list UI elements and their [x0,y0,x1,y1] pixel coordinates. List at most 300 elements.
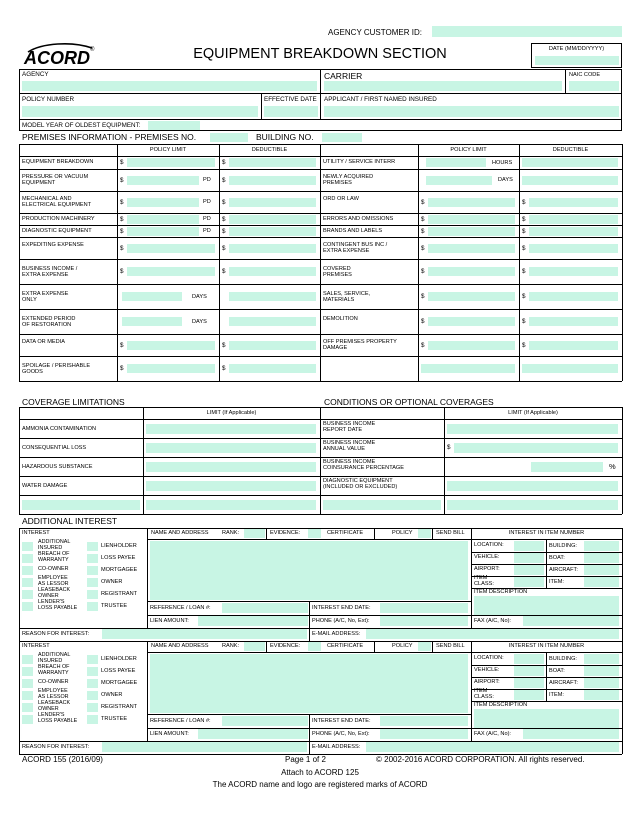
interest-type2-checkbox-1-0[interactable] [87,655,98,664]
evidence-label-0: EVIDENCE: [270,530,301,536]
premises-right-label-4: BRANDS AND LABELS [323,227,383,234]
premises-right-label-8: DEMOLITION [323,315,358,322]
dollar-sign: $ [120,341,124,349]
agency-customer-id-label: AGENCY CUSTOMER ID: [328,28,422,37]
limitation-limit-field-0[interactable] [146,424,316,434]
item_class-label-0: ITEM CLASS: [474,575,494,587]
location-label-1: LOCATION: [474,655,504,661]
interest-type-label-1-5: LENDER'S LOSS PAYABLE [38,712,78,724]
right-deductible-field-8[interactable] [529,317,618,326]
reason-field-0[interactable] [102,629,307,639]
right-limit-field-10[interactable] [421,364,515,373]
dollar-sign: $ [421,293,425,300]
premises-right-label-6: COVERED PREMISES [323,265,352,278]
condition-label-2: BUSINESS INCOME COINSURANCE PERCENTAGE [323,459,405,472]
interest-end-date-field-1[interactable] [380,716,468,726]
dollar-sign: $ [421,318,425,325]
limitation-extra-label-field[interactable] [22,500,140,510]
name-address-field-0[interactable] [150,541,468,600]
logo-text: ACORD [24,48,90,66]
location-field-0[interactable] [514,541,544,551]
interest-type2-label-1-5: TRUSTEE [101,716,128,722]
item-label-1: ITEM: [549,692,564,698]
model-year-field[interactable] [148,121,200,130]
interest-type-label-1-1: BREACH OF WARRANTY [38,664,70,676]
left-limit-field-9[interactable] [127,341,215,350]
interest-type-label-0-5: LENDER'S LOSS PAYABLE [38,599,78,611]
premises-title: PREMISES INFORMATION - PREMISES NO. [22,132,197,142]
interest-type-label-1-4: LEASEBACK OWNER [38,700,71,712]
right-deductible-field-5[interactable] [529,244,618,253]
reference-loan-field-1[interactable] [222,716,308,726]
condition-label-3: DIAGNOSTIC EQUIPMENT (INCLUDED OR EXCLUDED) [323,478,398,491]
interest-label-0: INTEREST [22,530,50,536]
applicant-field[interactable] [324,106,619,117]
right-limit-field-7[interactable] [428,292,515,301]
premises-right-label-2: ORD OR LAW [323,196,359,202]
agency-field[interactable] [22,81,317,91]
fax-field-0[interactable] [523,616,619,626]
lien-amount-field-1[interactable] [198,729,308,739]
right-limit-field-4[interactable] [428,227,515,236]
name-address-label-0: NAME AND ADDRESS [151,530,209,536]
agency-label: AGENCY [22,71,49,78]
premises-left-label-6: BUSINESS INCOME / EXTRA EXPENSE [22,265,78,278]
evidence-label-1: EVIDENCE: [270,643,301,649]
premises-left-label-8: EXTENDED PERIOD OF RESTORATION [22,315,76,328]
item_class-field-0[interactable] [514,577,544,587]
days-unit: DAYS [498,177,513,183]
interest-type-checkbox-1-4[interactable] [22,703,33,712]
applicant-label: APPLICANT / FIRST NAMED INSURED [324,96,437,103]
limitation-limit-field-2[interactable] [146,462,316,472]
interest-type-checkbox-1-1[interactable] [22,667,33,676]
interest-type2-label-1-0: LIENHOLDER [101,656,137,662]
dollar-sign: $ [222,365,226,372]
naic-label: NAIC CODE [569,72,601,78]
condition-limit-field-1[interactable] [454,443,618,453]
interest-type2-checkbox-1-4[interactable] [87,703,98,712]
effective-date-field[interactable] [264,106,318,117]
name-address-field-1[interactable] [150,654,468,713]
interest-type-label-0-0: ADDITIONAL INSURED [38,539,71,551]
interest-in-item-label-1: INTEREST IN ITEM NUMBER [508,643,585,649]
conditions-title: CONDITIONS OR OPTIONAL COVERAGES [324,397,494,407]
building-no-field[interactable] [322,133,362,142]
item-description-label-1: ITEM DESCRIPTION [474,702,528,708]
airport-label-0: AIRPORT: [474,566,500,572]
item_class-label-1: ITEM CLASS: [474,688,494,700]
interest-type-label-1-0: ADDITIONAL INSURED [38,652,71,664]
interest-type-label-1-3: EMPLOYEE AS LESSOR [38,688,69,700]
left-limit-field-3[interactable] [127,215,199,224]
interest-type2-label-0-0: LIENHOLDER [101,543,137,549]
interest-end-date-field-0[interactable] [380,603,468,613]
premises-right-label-1: NEWLY ACQUIRED PREMISES [323,174,374,187]
vehicle-label-0: VEHICLE: [474,554,500,560]
page-title: EQUIPMENT BREAKDOWN SECTION [193,46,447,62]
condition-extra-label-field[interactable] [323,500,441,510]
dollar-sign: $ [120,159,124,166]
limitation-limit-field-3[interactable] [146,481,316,491]
limitation-limit-field-4[interactable] [146,500,316,510]
policy-checkbox-0[interactable] [418,529,431,538]
interest-type2-checkbox-0-1[interactable] [87,554,98,563]
reason-label-0: REASON FOR INTEREST: [22,631,90,637]
agency-customer-id-field[interactable] [432,26,622,37]
interest-type2-checkbox-1-1[interactable] [87,667,98,676]
vehicle-field-0[interactable] [514,553,544,563]
interest-type2-label-0-3: OWNER [101,579,123,585]
left-deductible-field-6[interactable] [229,267,316,276]
interest-end-date-label-1: INTEREST END DATE: [312,718,371,724]
boat-field-0[interactable] [584,553,619,563]
rank-field-1[interactable] [244,642,265,651]
condition-label-0: BUSINESS INCOME REPORT DATE [323,421,376,434]
limitations-limit-header: LIMIT (If Applicable) [206,410,257,416]
interest-type-label-0-4: LEASEBACK OWNER [38,587,71,599]
premises-left-label-4: DIAGNOSTIC EQUIPMENT [22,227,92,234]
fax-label-1: FAX (A/C, No): [474,731,511,737]
left-limit-field-2[interactable] [127,198,199,207]
carrier-label: CARRIER [324,71,363,81]
interest-type-label-0-1: BREACH OF WARRANTY [38,551,70,563]
interest-type2-checkbox-0-2[interactable] [87,566,98,575]
interest-type2-label-1-3: OWNER [101,692,123,698]
right-limit-field-9[interactable] [428,341,515,350]
rank-field-0[interactable] [244,529,265,538]
condition-label-1: BUSINESS INCOME ANNUAL VALUE [323,440,376,453]
building-field-0[interactable] [584,541,619,551]
dollar-sign: $ [222,159,226,166]
interest-type-checkbox-1-0[interactable] [22,655,33,664]
left-limit-field-8[interactable] [122,317,182,326]
form-id: ACORD 155 (2016/09) [22,755,103,764]
right-deductible-field-0[interactable] [522,158,618,167]
dollar-sign: $ [421,215,425,223]
premises-left-label-3: PRODUCTION MACHINERY [22,215,95,222]
dollar-sign: $ [522,293,526,300]
policy-limit-header-left: POLICY LIMIT [149,147,187,153]
limitation-label-0: AMMONIA CONTAMINATION [22,425,97,432]
svg-text:®: ® [90,47,95,53]
pd-unit: PD [203,216,211,222]
dollar-sign: $ [522,341,526,349]
boat-label-0: BOAT: [549,555,565,561]
premises-left-label-7: EXTRA EXPENSE ONLY [22,290,69,303]
interest-type-checkbox-0-0[interactable] [22,542,33,551]
fax-field-1[interactable] [523,729,619,739]
pd-unit: PD [203,177,211,183]
dollar-sign: $ [222,198,226,206]
lien-amount-label-0: LIEN AMOUNT: [150,618,189,624]
item-label-0: ITEM: [549,579,564,585]
dollar-sign: $ [120,215,124,223]
premises-right-label-5: CONTINGENT BUS INC / EXTRA EXPENSE [323,242,388,255]
phone-label-1: PHONE (A/C, No, Ext): [312,731,370,737]
right-deductible-field-9[interactable] [529,341,618,350]
premises-left-label-10: SPOILAGE / PERISHABLE GOODS [22,362,91,375]
dollar-sign: $ [222,341,226,349]
right-deductible-field-3[interactable] [529,215,618,224]
item-field-0[interactable] [584,577,619,587]
policy-number-label: POLICY NUMBER [22,96,75,103]
deductible-header-left: DEDUCTIBLE [251,147,288,153]
rank-label-0: RANK: [222,530,240,536]
interest-in-item-label-0: INTEREST IN ITEM NUMBER [508,530,585,536]
phone-field-1[interactable] [380,729,468,739]
coverage-limitations-title: COVERAGE LIMITATIONS [22,397,125,407]
dollar-sign: $ [222,215,226,223]
premises-left-label-1: PRESSURE OR VACUUM EQUIPMENT [22,174,89,187]
certificate-checkbox-1[interactable] [308,642,321,651]
dollar-sign: $ [421,198,425,206]
condition-limit-field-3[interactable] [447,481,618,491]
lien-amount-label-1: LIEN AMOUNT: [150,731,189,737]
dollar-sign: $ [120,244,124,252]
building-field-1[interactable] [584,654,619,664]
reason-label-1: REASON FOR INTEREST: [22,744,90,750]
dollar-sign: $ [120,227,124,235]
interest-type2-label-0-1: LOSS PAYEE [101,555,136,561]
pd-unit: PD [203,199,211,205]
right-deductible-field-6[interactable] [529,267,618,276]
left-deductible-field-2[interactable] [229,198,316,207]
left-deductible-field-4[interactable] [229,227,316,236]
dollar-sign: $ [222,268,226,275]
interest-type-label-1-2: CO-OWNER [38,679,69,685]
naic-field[interactable] [569,81,619,91]
lien-amount-field-0[interactable] [198,616,308,626]
interest-type2-label-0-2: MORTGAGEE [101,567,138,573]
interest-type2-checkbox-1-5[interactable] [87,715,98,724]
policy-number-field[interactable] [22,106,258,117]
phone-field-0[interactable] [380,616,468,626]
date-field[interactable] [535,56,619,65]
rank-label-1: RANK: [222,643,240,649]
dollar-sign: $ [120,176,124,184]
right-limit-field-1[interactable] [426,176,492,185]
interest-type-checkbox-0-1[interactable] [22,554,33,563]
right-limit-field-0[interactable] [426,158,486,167]
right-limit-field-3[interactable] [428,215,515,224]
reference-loan-label-0: REFERENCE / LOAN #: [150,605,211,611]
acord-logo [22,42,100,71]
premises-right-label-9: OFF PREMISES PROPERTY DAMAGE [323,339,397,352]
airport-label-1: AIRPORT: [474,679,500,685]
dollar-sign: $ [522,244,526,252]
right-limit-field-2[interactable] [428,198,515,207]
hours-unit: HOURS [492,159,513,166]
fax-label-0: FAX (A/C, No): [474,618,511,624]
building-no-label: BUILDING NO. [256,132,314,142]
reference-loan-label-1: REFERENCE / LOAN #: [150,718,211,724]
left-deductible-field-3[interactable] [229,215,316,224]
days-unit: DAYS [192,318,207,325]
interest-type2-label-1-2: MORTGAGEE [101,680,138,686]
right-deductible-field-7[interactable] [529,292,618,301]
dollar-sign: $ [447,444,451,451]
carrier-field[interactable] [324,81,562,91]
phone-label-0: PHONE (A/C, No, Ext): [312,618,370,624]
interest-type2-checkbox-1-3[interactable] [87,691,98,700]
item_class-field-1[interactable] [514,690,544,700]
interest-type-checkbox-0-2[interactable] [22,566,33,575]
reason-field-1[interactable] [102,742,307,752]
interest-type-checkbox-1-2[interactable] [22,679,33,688]
building-label-0: BUILDING: [549,543,577,549]
limitation-label-1: CONSEQUENTIAL LOSS [22,444,87,451]
right-deductible-field-2[interactable] [529,198,618,207]
left-limit-field-7[interactable] [122,292,182,301]
policy-label-0: POLICY [392,530,413,536]
interest-type2-label-1-1: LOSS PAYEE [101,668,136,674]
dollar-sign: $ [120,268,124,275]
interest-type2-label-0-4: REGISTRANT [101,591,138,597]
item-description-field-1[interactable] [474,709,619,729]
interest-type-checkbox-1-3[interactable] [22,691,33,700]
page-number: Page 1 of 2 [285,755,326,764]
pd-unit: PD [203,228,211,234]
interest-type-checkbox-1-5[interactable] [22,715,33,724]
interest-type-checkbox-0-4[interactable] [22,590,33,599]
limitation-limit-field-1[interactable] [146,443,316,453]
left-limit-field-4[interactable] [127,227,199,236]
left-limit-field-6[interactable] [127,267,215,276]
dollar-sign: $ [421,341,425,349]
dollar-sign: $ [421,227,425,235]
name-address-label-1: NAME AND ADDRESS [151,643,209,649]
item-description-field-0[interactable] [474,596,619,616]
effective-date-label: EFFECTIVE DATE [264,96,317,103]
left-deductible-field-9[interactable] [229,341,316,350]
certificate-checkbox-0[interactable] [308,529,321,538]
left-limit-field-1[interactable] [127,176,199,185]
interest-type-label-0-3: EMPLOYEE AS LESSOR [38,575,69,587]
boat-field-1[interactable] [584,666,619,676]
premises-left-label-2: MECHANICAL AND ELECTRICAL EQUIPMENT [22,196,92,209]
interest-type2-label-1-4: REGISTRANT [101,704,138,710]
interest-type-label-0-2: CO-OWNER [38,566,69,572]
aircraft-label-0: AIRCRAFT: [549,567,578,573]
condition-limit-field-4[interactable] [447,500,618,510]
dollar-sign: $ [522,227,526,235]
send-bill-label-0: SEND BILL [436,530,465,536]
email-field-0[interactable] [366,629,619,639]
attach-note: Attach to ACORD 125 [281,768,359,777]
aircraft-field-0[interactable] [584,565,619,575]
condition-limit-field-0[interactable] [447,424,618,434]
premises-right-label-3: ERRORS AND OMISSIONS [323,215,394,222]
vehicle-field-1[interactable] [514,666,544,676]
right-limit-field-8[interactable] [428,317,515,326]
left-deductible-field-7[interactable] [229,292,316,301]
right-limit-field-6[interactable] [428,267,515,276]
email-field-1[interactable] [366,742,619,752]
interest-type-checkbox-0-5[interactable] [22,602,33,611]
dollar-sign: $ [222,176,226,184]
left-deductible-field-5[interactable] [229,244,316,253]
deductible-header-right: DEDUCTIBLE [552,147,589,153]
interest-type2-checkbox-1-2[interactable] [87,679,98,688]
interest-type-checkbox-0-3[interactable] [22,578,33,587]
certificate-label-1: CERTIFICATE [327,643,364,649]
right-deductible-field-1[interactable] [522,176,618,185]
item-field-1[interactable] [584,690,619,700]
policy-label-1: POLICY [392,643,413,649]
left-limit-field-10[interactable] [127,364,215,373]
aircraft-label-1: AIRCRAFT: [549,680,578,686]
location-label-0: LOCATION: [474,542,504,548]
reference-loan-field-0[interactable] [222,603,308,613]
boat-label-1: BOAT: [549,668,565,674]
building-label-1: BUILDING: [549,656,577,662]
premises-left-label-5: EXPEDITING EXPENSE [22,242,84,248]
policy-limit-header-right: POLICY LIMIT [450,147,487,153]
left-limit-field-5[interactable] [127,244,215,253]
interest-end-date-label-0: INTEREST END DATE: [312,605,371,611]
airport-field-1[interactable] [514,678,544,688]
dollar-sign: $ [120,365,124,372]
dollar-sign: $ [222,227,226,235]
email-label-1: E-MAIL ADDRESS: [312,744,361,750]
conditions-limit-header: LIMIT (If Applicable) [508,410,558,416]
policy-checkbox-1[interactable] [418,642,431,651]
interest-type2-checkbox-0-5[interactable] [87,602,98,611]
limitation-label-3: WATER DAMAGE [22,482,68,489]
premises-no-field[interactable] [210,133,248,142]
left-deductible-field-0[interactable] [229,158,316,167]
aircraft-field-1[interactable] [584,678,619,688]
left-limit-field-0[interactable] [127,158,215,167]
trademark-note: The ACORD name and logo are registered marks of ACORD [212,780,428,789]
right-deductible-field-10[interactable] [522,364,618,373]
airport-field-0[interactable] [514,565,544,575]
right-deductible-field-4[interactable] [529,227,618,236]
copyright: © 2002-2016 ACORD CORPORATION. All rights reserved. [376,755,585,764]
dollar-sign: $ [522,215,526,223]
send-bill-label-1: SEND BILL [436,643,465,649]
interest-type2-checkbox-0-3[interactable] [87,578,98,587]
premises-right-label-7: SALES, SERVICE, MATERIALS [323,290,371,303]
left-deductible-field-10[interactable] [229,364,316,373]
location-field-1[interactable] [514,654,544,664]
interest-type2-checkbox-0-4[interactable] [87,590,98,599]
limitation-label-2: HAZARDOUS SUBSTANCE [22,463,93,470]
left-deductible-field-8[interactable] [229,317,316,326]
premises-left-label-9: DATA OR MEDIA [22,339,65,345]
vehicle-label-1: VEHICLE: [474,667,500,673]
certificate-label-0: CERTIFICATE [327,530,364,536]
dollar-sign: $ [222,244,226,252]
left-deductible-field-1[interactable] [229,176,316,185]
percent-sign: % [609,462,616,471]
interest-type2-checkbox-0-0[interactable] [87,542,98,551]
dollar-sign: $ [522,318,526,325]
premises-right-label-0: UTILITY / SERVICE INTERR [323,159,396,165]
email-label-0: E-MAIL ADDRESS: [312,631,361,637]
dollar-sign: $ [522,198,526,206]
interest-type2-label-0-5: TRUSTEE [101,603,128,609]
condition-limit-field-2[interactable] [531,462,603,472]
date-label: DATE (MM/DD/YYYY) [548,46,605,52]
additional-interest-title: ADDITIONAL INTEREST [22,516,118,526]
premises-left-label-0: EQUIPMENT BREAKDOWN [22,159,94,165]
dollar-sign: $ [421,244,425,252]
days-unit: DAYS [192,293,207,300]
right-limit-field-5[interactable] [428,244,515,253]
dollar-sign: $ [522,268,526,275]
